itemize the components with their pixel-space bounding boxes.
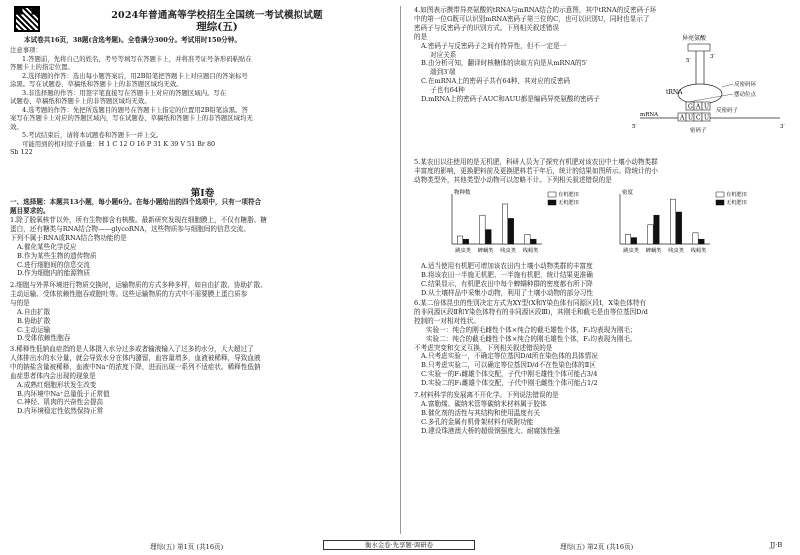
option-c: C.多孔的金属有机骨架材料有吸附功能 xyxy=(421,417,534,426)
bar-organic xyxy=(480,215,485,244)
question-text: 6.某二倍体昆虫的性别决定方式为XY型(X和Y染色体有同源区段Ⅰ，X染色体特有 xyxy=(414,299,647,307)
bar-organic xyxy=(625,234,630,244)
legend-label: 无机肥田 xyxy=(726,200,747,206)
mrna-3prime: 3′ xyxy=(780,124,785,130)
question-text: 2.细胞与外界环境进行物质交换时，运输物质的方式多种多样，如自由扩散、协助扩散、 xyxy=(10,281,267,289)
mrna-5prime: 5′ xyxy=(632,124,637,130)
bar-organic xyxy=(502,204,507,244)
anticodon-label: 反密码子 xyxy=(716,108,739,114)
page-divider xyxy=(400,6,401,534)
footer-left: 理综(五) 第1页 (共16页) xyxy=(150,543,224,551)
question-text: 4.如图表示携带异亮氨酸的tRNA与mRNA结合的示意图，其中tRNA的反密码子环 xyxy=(414,6,657,14)
option-c: C.进行细胞间的信息交流 xyxy=(17,260,90,269)
option-c: C.主动运输 xyxy=(17,325,51,334)
note-line: 1.答题前，先将自己的姓名、考号等填写在答题卡上，并将准考证号条形码粘贴在 xyxy=(22,54,252,63)
question-text: 主动运输、受体依赖性胞吞或胞吐等。这些运输物质的方式中不需要膜上蛋白质参 xyxy=(10,289,248,298)
option-c: C.神经、肌肉的兴奋性会提高 xyxy=(17,398,104,407)
amino-acid-label: 异亮氨酸 xyxy=(682,35,707,42)
question-text: 5.某农田以往使用的是无机肥，科研人员为了探究有机肥对该农田中土壤小动物类群 xyxy=(414,158,658,166)
question-text: 蛋白，还有糖类与RNA结合物——glycoRNA，这些物质参与细胞间的信息交流。 xyxy=(10,224,250,233)
wobble-label: 摆动位点 xyxy=(734,92,757,98)
question-text: 丰富度的影响，更换肥料前及更换肥料若干年后，统计的结果如图所示。除统计的小 xyxy=(414,166,658,175)
legend-swatch xyxy=(716,192,724,197)
option-b: B.催化剂的活性与其结构和使用温度有关 xyxy=(421,408,541,417)
option-d: D.从土壤样品中采集小动物，利用了土壤小动物的部分习性 xyxy=(421,288,593,297)
option-c-cont: 子也有64种 xyxy=(430,86,465,95)
amino-acid-box xyxy=(688,44,710,51)
codon-letter: U xyxy=(704,114,710,122)
option-b-cont: 端到3′端 xyxy=(430,68,456,77)
notes-block xyxy=(10,46,395,157)
option-b: B.将该农田一半施无机肥、一半施有机肥，统计结果更准确 xyxy=(421,270,593,279)
note-line: 案写在答题卡上对应的答题区域内，写在试题卷、草稿纸和答题卡上的非答题区域均无 xyxy=(10,114,253,122)
bar-organic xyxy=(670,199,675,244)
codon-letter: U xyxy=(688,114,694,122)
question-1 xyxy=(10,216,395,278)
question-text: 中的钠盐含量被稀释，血液中Na⁺的浓度下降，进而出现一系列不适症状。稀释性低钠 xyxy=(10,362,261,371)
legend-label: 有机肥田 xyxy=(558,192,579,198)
option-d: D.实验二的F₁雌雄个体交配，子代中刚毛雌性个体可能占1/2 xyxy=(421,379,598,388)
x-tick-label: 线虫类 xyxy=(668,248,684,254)
question-text: 与的是 xyxy=(10,298,30,307)
legend-swatch xyxy=(716,200,724,205)
trna-loop xyxy=(678,84,722,104)
question-2 xyxy=(10,281,395,343)
question-text: 不考虑突变和交叉互换，下列相关叙述错误的是 xyxy=(414,343,553,352)
question-5 xyxy=(414,158,792,185)
bar-inorganic xyxy=(631,238,636,244)
density-chart xyxy=(604,186,764,258)
option-a-cont: 对应关系 xyxy=(430,50,457,59)
trna-5prime: 5′ xyxy=(686,58,691,64)
question-text: 7.材料科学的发展离不开化学。下列说法错误的是 xyxy=(414,391,559,399)
option-d: D.mRNA上的密码子AUC和AUU都是编码异亮氨酸的密码子 xyxy=(421,95,600,104)
trna-diagram xyxy=(630,32,790,140)
option-d: D.建设珠港澳大桥的超级钢强度大、耐腐蚀性强 xyxy=(421,426,561,435)
mrna-label: mRNA xyxy=(640,112,659,118)
x-tick-label: 线虫类 xyxy=(500,248,516,254)
leader-line xyxy=(688,94,733,102)
option-a: A.只考虑实验一，不确定等位基因D/d所在染色体的具体情况 xyxy=(421,352,598,361)
x-tick-label: 蜱螨类 xyxy=(645,248,662,254)
question-text: 的非同源区段Ⅱ和Y染色体特有的非同源区段Ⅲ)，其刚毛和截毛是由等位基因D/d xyxy=(414,307,648,316)
option-a: A.自由扩散 xyxy=(17,307,51,316)
bar-organic xyxy=(525,234,530,244)
legend-swatch xyxy=(548,200,556,205)
bar-inorganic xyxy=(508,218,513,244)
option-b: B.协助扩散 xyxy=(17,316,51,325)
y-axis-label: 密度 xyxy=(622,190,634,196)
question-text: 控制的一对相对性状。 xyxy=(414,316,480,325)
legend-swatch xyxy=(548,192,556,197)
legend-label: 有机肥田 xyxy=(726,192,747,198)
leader-line xyxy=(722,84,733,87)
option-b: B.由分析可知，翻译时核糖体的读取方向是从mRNA的5′ xyxy=(421,59,588,68)
question-text: 的是 xyxy=(414,32,428,41)
option-a: A.富勒烯、碳纳米管等碳纳米材料属于胶体 xyxy=(421,399,547,408)
note-line: 可能用到的相对原子质量：H 1 C 12 O 16 P 31 K 39 V 51 Br 80 xyxy=(22,139,216,148)
x-tick-label: 线蚓类 xyxy=(690,248,707,254)
question-text: 密码子与反密码子的识别方式。下列相关叙述错误 xyxy=(414,23,560,32)
anticodon-letter: A xyxy=(696,103,701,111)
question-text: 动物类型外，其他类型小动物可以忽略不计。下列相关叙述错误的是 xyxy=(414,175,612,184)
question-text: 实验二：纯合的截毛雌性个体×纯合的刚毛雄性个体，F₁均表现为刚毛。 xyxy=(426,334,637,343)
species-count-chart xyxy=(436,186,596,258)
bar-inorganic xyxy=(531,239,536,244)
trna-3prime: 3′ xyxy=(710,54,715,60)
question-text: 3.稀释性低钠血症指的是人体摄入水分过多或者输液输入了过多的水分，大大超过了 xyxy=(10,345,254,353)
option-b: B.内环境中Na⁺总量低于正常值 xyxy=(17,389,110,398)
option-c: C.结果显示，有机肥农田中每个蜱螨种群的密度都有所下降 xyxy=(421,279,593,288)
note-line: 2.选择题的作答：选出每小题答案后，用2B铅笔把答题卡上对应题目的答案标号 xyxy=(22,71,248,80)
option-c: C.在mRNA上的密码子共有64种，其对应的反密码 xyxy=(421,77,571,86)
x-tick-label: 蜱螨类 xyxy=(477,248,494,254)
question-text: 实验一：纯合的刚毛雌性个体×纯合的截毛雄性个体，F₁均表现为刚毛； xyxy=(426,325,637,334)
codon-letter: C xyxy=(696,114,701,122)
bar-inorganic xyxy=(463,239,468,244)
option-a: A.适当使用有机肥可增加该农田内土壤小动物类群的丰富度 xyxy=(421,262,593,270)
question-text: 人体排出水的水分量，就会导致水分在体内潴留，血容量增多，血液被稀释，导致血液 xyxy=(10,353,261,362)
x-tick-label: 跳虫类 xyxy=(623,248,639,254)
note-line: 涂黑。写在试题卷、草稿纸和答题卡上的非答题区域均无效。 xyxy=(10,80,183,88)
y-axis-label: 物种数 xyxy=(454,190,471,196)
exam-subtitle: 理综(五) xyxy=(196,21,238,33)
exam-title: 2024年普通高等学校招生全国统一考试模拟试题 xyxy=(111,10,323,21)
option-d: D.作为细胞内的能源物质 xyxy=(17,269,91,278)
bar-inorganic xyxy=(654,215,659,244)
option-b: B.只考虑实验二，可以确定等位基因D/d不在性染色体的Ⅱ区 xyxy=(421,361,596,370)
note-line: 4.选考题的作答：先把所选题目的题号在答题卡上指定的位置用2B铅笔涂黑。答 xyxy=(22,105,248,114)
note-line: 答题卡上的指定位置。 xyxy=(10,63,74,71)
question-text: 血症患者体内会出现的现象是 xyxy=(10,371,96,380)
x-tick-label: 线蚓类 xyxy=(522,248,539,254)
option-b: B.作为某些生物的遗传物质 xyxy=(17,251,97,260)
section-intro xyxy=(10,198,395,216)
option-a: A.催化某些化学反应 xyxy=(17,242,77,251)
x-tick-label: 跳虫类 xyxy=(455,248,471,254)
bar-organic xyxy=(457,236,462,244)
question-5-options xyxy=(414,262,792,298)
bar-organic xyxy=(648,225,653,244)
anticodon-loop-label: 反密码环 xyxy=(734,82,757,88)
option-d: D.受体依赖性胞吞 xyxy=(17,334,71,343)
option-a: A.密码子与反密码子之间有特异性，但不一定是一 xyxy=(421,41,567,50)
codon-letter: A xyxy=(680,114,685,122)
section-intro-line: 一、选择题：本题共13小题，每小题6分。在每小题给出的四个选项中，只有一项符合 xyxy=(10,198,262,206)
bar-inorganic xyxy=(699,239,704,244)
question-text: 中的第一位G既可以识别mRNA密码子第三位的C，也可以识别U，同时也显示了 xyxy=(414,14,650,23)
section-intro-line: 题目要求的。 xyxy=(10,206,50,215)
footer-code: JJ·B xyxy=(770,541,783,549)
anticodon-letter: U xyxy=(704,103,710,111)
qr-code-icon xyxy=(14,6,40,32)
note-line: 试题卷、草稿纸和答题卡上的非答题区域均无效。 xyxy=(10,97,151,105)
legend-label: 无机肥田 xyxy=(558,200,579,206)
bar-inorganic xyxy=(676,212,681,244)
notes-heading: 注意事项： xyxy=(10,46,42,54)
footer-right: 理综(五) 第2页 (共16页) xyxy=(560,543,634,551)
bar-inorganic xyxy=(486,230,491,244)
question-text: 下列不属于RNA或RNA结合物功能的是 xyxy=(10,233,127,242)
note-line: 效。 xyxy=(10,122,23,131)
note-line: 5.考试结束后，请将本试题卷和答题卡一并上交。 xyxy=(22,131,163,139)
question-7 xyxy=(414,391,792,436)
trna-label: tRNA xyxy=(666,89,683,96)
note-line: 3.非选择题的作答：用签字笔直接写在答题卡上对应的答题区域内。写在 xyxy=(22,88,227,97)
bar-organic xyxy=(693,233,698,244)
codon-label: 密码子 xyxy=(690,128,707,134)
section-title: 第Ⅰ卷 xyxy=(190,188,215,199)
exam-meta: 本试卷共16页，38题(含选考题)。全卷满分300分。考试用时150分钟。 xyxy=(24,36,241,44)
footer-center: 衡水金卷·先享题·调研卷 xyxy=(323,540,475,550)
question-6 xyxy=(414,299,792,388)
anticodon-letter: G xyxy=(688,103,693,111)
question-text: 1.除了脱氧核苷以外，所有生物都含有核酸。最新研究发现在细胞膜上，不仅有糖脂、糖 xyxy=(10,216,267,224)
question-3 xyxy=(10,345,395,416)
option-a: A.成熟红细胞形状发生改变 xyxy=(17,380,97,389)
note-line: Sb 122 xyxy=(10,148,33,156)
option-d: D.内环境稳定性依然保持正常 xyxy=(17,407,104,416)
option-c: C.实验一的F₁雌雄个体交配，子代中刚毛雄性个体可能占3/4 xyxy=(421,370,598,379)
